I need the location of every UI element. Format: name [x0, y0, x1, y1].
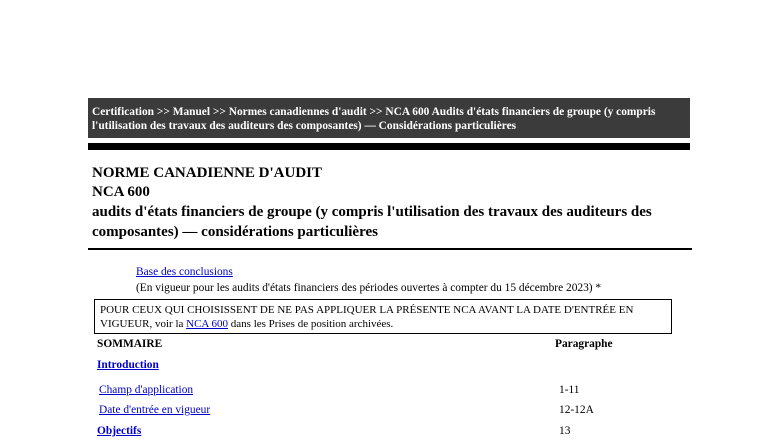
effective-date-note: (En vigueur pour les audits d'états financiers des périodes ouvertes à compter du 15 décembre 2023) *	[136, 282, 602, 294]
standard-number: NCA 600	[92, 184, 150, 200]
page-title-block	[92, 164, 692, 242]
standard-type: NORME CANADIENNE D'AUDIT	[92, 165, 323, 181]
breadcrumb	[88, 98, 690, 138]
toc-link-scope[interactable]: Champ d'application	[99, 384, 194, 396]
toc-paragraph-header: Paragraphe	[555, 338, 613, 350]
page-title: audits d'états financiers de groupe (y compris l'utilisation des travaux des auditeurs des composantes) — considérations particulières	[92, 204, 652, 240]
toc-para-scope: 1-11	[559, 384, 580, 396]
toc-link-effective-date[interactable]: Date d'entrée en vigueur	[99, 404, 211, 416]
toc-link-introduction[interactable]: Introduction	[97, 359, 159, 371]
basis-of-conclusions-link[interactable]: Base des conclusions	[136, 266, 233, 278]
toc-link-objectives[interactable]: Objectifs	[97, 425, 142, 437]
toc-summary-header: SOMMAIRE	[97, 338, 163, 350]
toc-para-effective-date: 12-12A	[559, 404, 594, 416]
breadcrumb-current[interactable]: >> NCA 600 Audits d'états financiers de groupe (y compris l'utilisation des travaux des auditeurs des composantes) — Considérations particulières	[92, 106, 656, 132]
header-divider	[88, 143, 690, 150]
breadcrumb-normes[interactable]: >> Normes canadiennes d'audit	[212, 106, 367, 118]
toc-para-objectives: 13	[559, 425, 571, 437]
title-divider	[88, 248, 692, 250]
archive-notice-box	[94, 299, 672, 334]
nca-600-archive-link[interactable]: NCA 600	[186, 318, 229, 330]
notice-text-before: POUR CEUX QUI CHOISISSENT DE NE PAS APPLIQUER LA PRÉSENTE NCA AVANT LA DATE D'ENTRÉE EN VIGUEUR, voir la	[100, 304, 634, 330]
breadcrumb-manuel[interactable]: >> Manuel	[156, 106, 211, 118]
notice-text-after: dans les Prises de position archivées.	[228, 318, 394, 330]
breadcrumb-certification[interactable]: Certification	[92, 106, 154, 118]
